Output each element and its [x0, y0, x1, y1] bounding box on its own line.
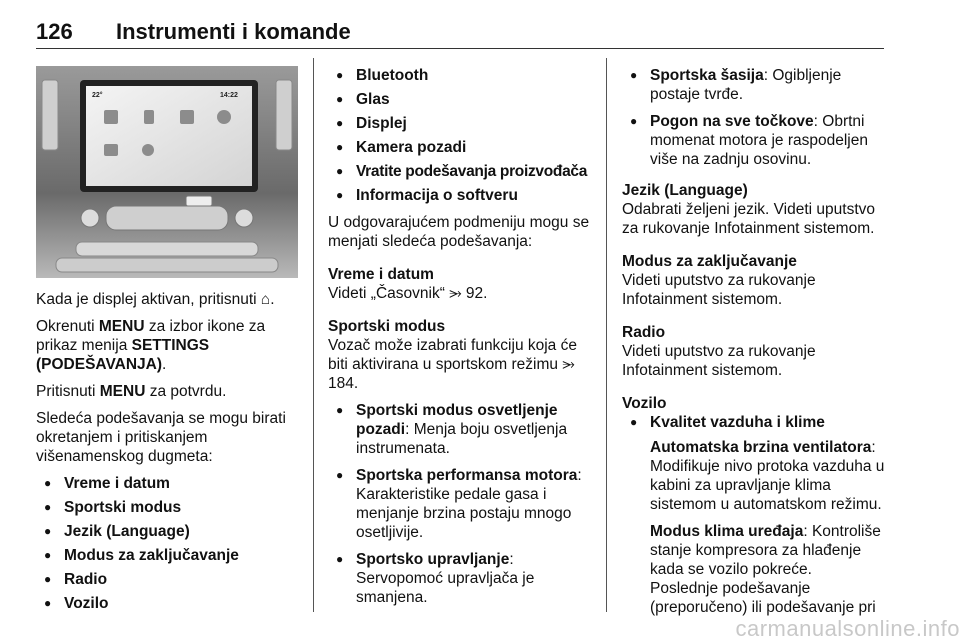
list-item: ● Vratite podešavanja proizvođača: [328, 162, 596, 181]
home-icon: ⌂: [260, 291, 271, 308]
list-item: ● Vreme i datum: [36, 474, 298, 493]
section-radio: Radio Videti uputstvo za rukovanje Infotainment sistemom.: [622, 324, 816, 379]
column-divider-2: [606, 58, 607, 612]
list-item: ● Kvalitet vazduha i klime: [622, 413, 890, 432]
page-ref-icon: ⭃: [562, 356, 575, 373]
list-item: ● Sportski modus: [36, 498, 298, 517]
section-vreme: Vreme i datum Videti „Časovnik“ ⭃ 92.: [328, 266, 488, 302]
list-item: ● Sportsko upravljanje: Servopomoć upravljača je smanjena.: [328, 550, 596, 607]
list-item: ● Radio: [36, 570, 298, 589]
display-time: 14:22: [220, 92, 238, 99]
display-screen: [86, 86, 252, 186]
display-temp: 22°: [92, 92, 103, 99]
list-item: ● Modus za zaključavanje: [36, 546, 298, 565]
list-item: ● Informacija o softveru: [328, 186, 596, 205]
para-turn-menu: Okrenuti MENU za izbor ikone za prikaz menija SETTINGS (PODEŠAVANJA).: [36, 318, 266, 373]
para-submenu-intro: U odgovarajućem podmeniju mogu se menjati sledeća podešavanja:: [328, 214, 590, 250]
settings-list: [36, 474, 298, 613]
list-item: ● Glas: [328, 90, 596, 109]
climate-ac-mode: Modus klima uređaja: Kontroliše stanje kompresora za hlađenje kada se vozilo pokreće.: [650, 523, 881, 578]
list-item: ● Kamera pozadi: [328, 138, 596, 157]
climate-options: [622, 438, 890, 617]
list-item: ● Sportska performansa motora: Karakteristike pedale gasa i menjanje brzina postaju mnogo osetljivije.: [328, 466, 596, 542]
section-vozilo: Vozilo: [622, 395, 667, 412]
list-item: ● Sportski modus osvetljenje pozadi: Menja boju osvetljenja instrumenata.: [328, 401, 596, 458]
settings-list-continued: [328, 66, 596, 205]
sport-mode-list-continued: [622, 66, 890, 169]
column-2: [328, 66, 596, 615]
watermark: carmanualsonline.info: [735, 616, 960, 641]
list-item: ● Vozilo: [36, 594, 298, 613]
list-item: ● Displej: [328, 114, 596, 133]
column-divider-1: [313, 58, 314, 612]
section-modus: Modus za zaključavanje Videti uputstvo za rukovanje Infotainment sistemom.: [622, 253, 816, 308]
infotainment-photo: [36, 66, 298, 278]
page-number: 126: [36, 19, 73, 44]
column-1: [36, 290, 298, 621]
list-item: ● Jezik (Language): [36, 522, 298, 541]
para-display-active: Kada je displej aktivan, pritisnuti ⌂.: [36, 291, 275, 308]
sport-mode-list: [328, 401, 596, 607]
header-rule: [36, 48, 884, 49]
climate-fan-speed: Automatska brzina ventilatora: Modifikuje nivo protoka vazduha u kabini za upravljanje klima sistemom u automatskom režimu.: [650, 439, 885, 513]
list-item: ● Pogon na sve točkove: Obrtni momenat motora je raspodeljen više na zadnju osovinu.: [622, 112, 890, 169]
list-item: ● Sportska šasija: Ogibljenje postaje tvrđe.: [622, 66, 890, 104]
page-ref-icon: ⭃: [449, 285, 462, 302]
list-item: ● Bluetooth: [328, 66, 596, 85]
vehicle-list: [622, 413, 890, 432]
page-title: Instrumenti i komande: [116, 19, 351, 44]
section-sportski: Sportski modus Vozač može izabrati funkciju koja će biti aktivirana u sportskom režimu ⭃ 184.: [328, 318, 577, 392]
para-settings-intro: Sledeća podešavanja se mogu birati okretanjem i pritiskanjem višenamenskog dugmeta:: [36, 410, 286, 465]
column-3: [622, 66, 890, 625]
para-press-menu: Pritisnuti MENU za potvrdu.: [36, 383, 227, 400]
page-header: [36, 19, 351, 44]
climate-last-setting: Poslednje podešavanje (preporučeno) ili podešavanje pri: [650, 580, 876, 616]
section-jezik: Jezik (Language) Odabrati željeni jezik. Videti uputstvo za rukovanje Infotainment sistemom.: [622, 182, 876, 237]
